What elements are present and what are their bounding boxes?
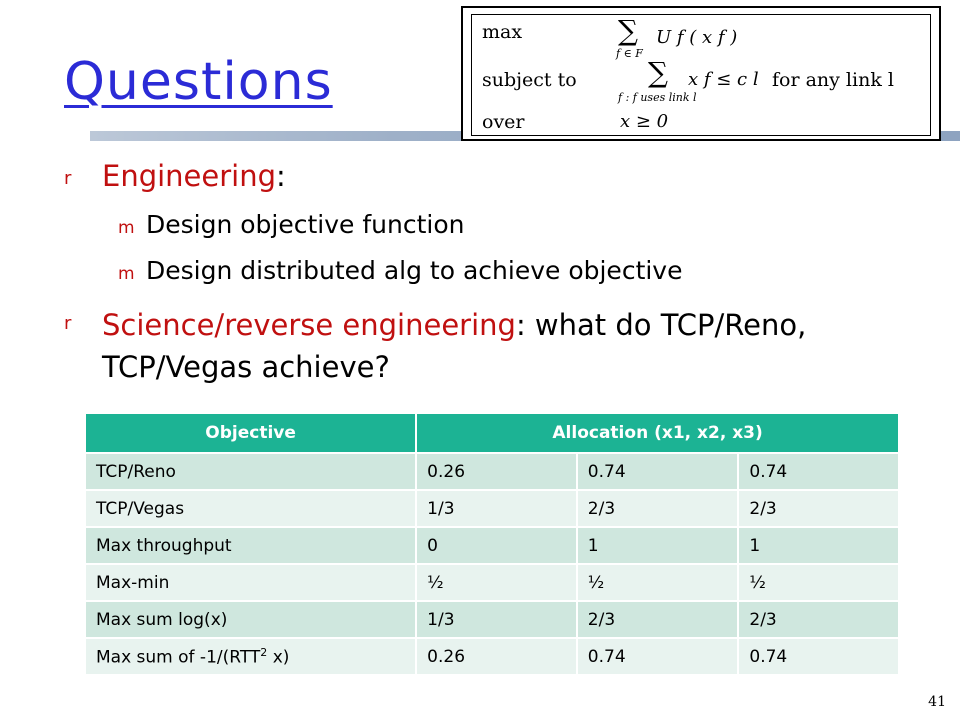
- formula-max-label: max: [482, 21, 523, 43]
- formula-constraint: x f ≤ c l: [688, 69, 759, 90]
- formula-over-label: over: [482, 111, 525, 133]
- cell-x1: 0.26: [416, 453, 577, 490]
- cell-x2: ½: [577, 564, 739, 601]
- formula-subject-to-label: subject to: [482, 69, 577, 91]
- cell-x2: 1: [577, 527, 739, 564]
- cell-objective: TCP/Vegas: [85, 490, 416, 527]
- science-label: Science/reverse engineering: [102, 308, 516, 342]
- cell-objective-pre: Max sum of -1/(RTT: [96, 647, 261, 668]
- engineering-label: Engineering: [102, 159, 276, 193]
- cell-x2: 2/3: [577, 490, 739, 527]
- science-rest: : what do TCP/Reno, TCP/Vegas achieve?: [102, 308, 807, 384]
- bullet-engineering: [102, 159, 286, 193]
- sub-bullet-marker: m: [118, 218, 135, 238]
- formula-objective: U f ( x f ): [656, 27, 738, 48]
- formula-constraint-tail: for any link l: [772, 69, 894, 91]
- cell-x3: ½: [738, 564, 899, 601]
- cell-objective-sup: 2: [260, 645, 268, 659]
- sub-bullet-marker: m: [118, 264, 135, 284]
- cell-x1: 0: [416, 527, 577, 564]
- bullet-science: [102, 304, 842, 388]
- cell-objective: [85, 638, 416, 675]
- sub-bullet-objective: Design objective function: [146, 210, 465, 239]
- header-objective: Objective: [85, 413, 416, 453]
- formula-domain: x ≥ 0: [620, 111, 669, 132]
- bullet-marker: r: [64, 313, 72, 334]
- table-header-row: [85, 413, 899, 453]
- formula-sum-symbol-1: ∑: [618, 14, 638, 47]
- formula-sum-sub-2: f : f uses link l: [618, 91, 697, 104]
- cell-x3: 2/3: [738, 601, 899, 638]
- cell-objective: TCP/Reno: [85, 453, 416, 490]
- cell-x1: 1/3: [416, 490, 577, 527]
- cell-x2: 0.74: [577, 453, 739, 490]
- page-title: Questions: [64, 52, 333, 112]
- formula-inner-frame: [471, 14, 931, 136]
- table-row: [85, 490, 899, 527]
- table-row: [85, 564, 899, 601]
- formula-sum-sub-1: f ∈ F: [616, 47, 643, 60]
- cell-x2: 2/3: [577, 601, 739, 638]
- allocation-table: [84, 412, 900, 676]
- cell-x3: 1: [738, 527, 899, 564]
- header-allocation: Allocation (x1, x2, x3): [416, 413, 899, 453]
- cell-objective: Max-min: [85, 564, 416, 601]
- page-number: 41: [928, 694, 946, 710]
- cell-objective-post: x): [267, 647, 290, 668]
- bullet-marker: r: [64, 168, 72, 189]
- engineering-colon: :: [276, 159, 286, 193]
- table-row: [85, 638, 899, 675]
- optimization-formula-box: [461, 6, 941, 141]
- cell-x3: 2/3: [738, 490, 899, 527]
- cell-objective: Max throughput: [85, 527, 416, 564]
- sub-bullet-distributed-alg: Design distributed alg to achieve objective: [146, 256, 683, 285]
- cell-objective: Max sum log(x): [85, 601, 416, 638]
- formula-sum-symbol-2: ∑: [648, 56, 668, 89]
- cell-x3: 0.74: [738, 453, 899, 490]
- cell-x3: 0.74: [738, 638, 899, 675]
- cell-x1: 1/3: [416, 601, 577, 638]
- table-row: [85, 601, 899, 638]
- cell-x1: 0.26: [416, 638, 577, 675]
- table-row: [85, 527, 899, 564]
- cell-x2: 0.74: [577, 638, 739, 675]
- table-row: [85, 453, 899, 490]
- cell-x1: ½: [416, 564, 577, 601]
